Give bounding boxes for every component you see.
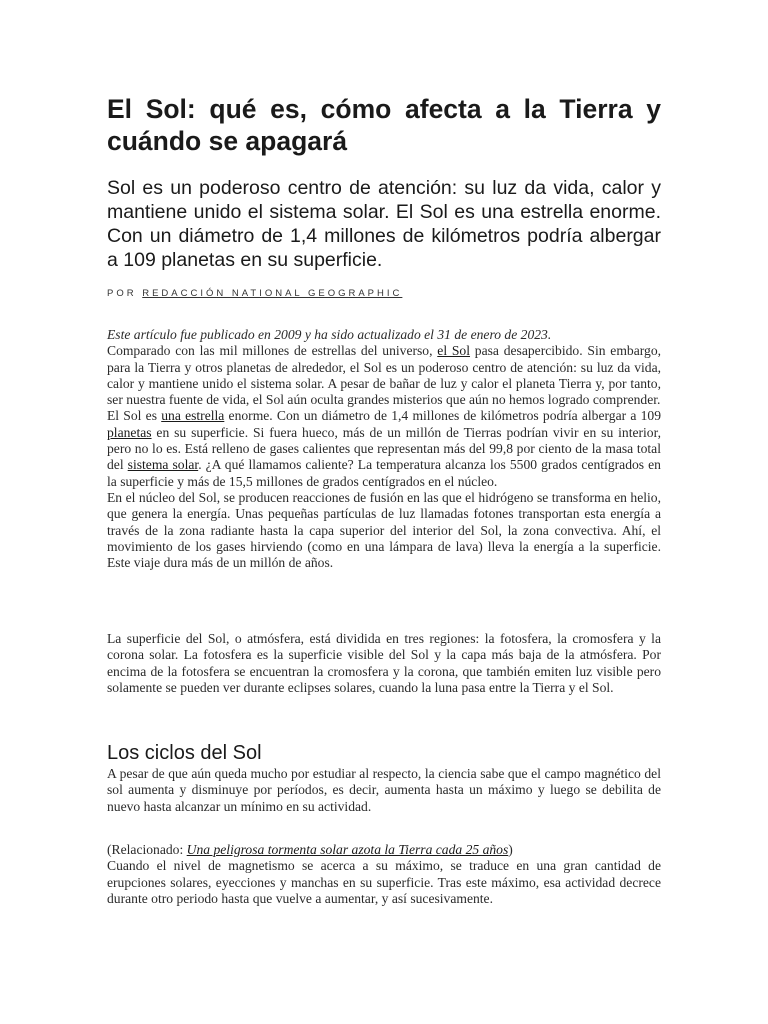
link-planetas[interactable]: planetas [107, 424, 152, 440]
related-article-link[interactable]: Una peligrosa tormenta solar azota la Tierra cada 25 años [186, 842, 509, 857]
byline [107, 288, 402, 299]
article-body-part4 [107, 842, 661, 907]
article-body-part1 [107, 327, 661, 571]
byline-prefix: POR [107, 288, 137, 299]
publication-note: Este artículo fue publicado en 2009 y ha sido actualizado el 31 de enero de 2023. [107, 327, 552, 342]
article-title: El Sol: qué es, cómo afecta a la Tierra y cuándo se apagará [107, 94, 661, 156]
article-body-part2 [107, 631, 661, 696]
section-heading-ciclos: Los ciclos del Sol [107, 742, 262, 764]
related-line: (Relacionado: Una peligrosa tormenta solar azota la Tierra cada 25 años) [107, 842, 513, 857]
link-el-sol[interactable]: el Sol [437, 343, 471, 359]
article-body-part3 [107, 766, 661, 815]
paragraph-4: La superficie del Sol, o atmósfera, está dividida en tres regiones: la fotosfera, la cromosfera y la corona solar. La fotosfera es la superficie visible del Sol y la capa más baja de la atmósfera. Por encima de la fotosfera se encuentran la cromosfera y la corona, que también emiten luz visible pero solamente se pueden ver durante eclipses solares, cuando la luna pasa entre la Tierra y el Sol. [107, 631, 661, 695]
paragraph-1: Comparado con las mil millones de estrellas del universo, el Sol pasa desapercibido. Sin embargo, para la Tierra y otros planetas de alrededor, el Sol es un poderoso centro de atención: su luz da vida, calor y mantiene unido el sistema solar. A pesar de bañar de luz y calor el planeta Tierra y, por tanto, ser nuestra fuente de vida, el Sol aún oculta grandes misterios que aún no hemos logrado comprender. [107, 343, 662, 408]
link-una-estrella[interactable]: una estrella [161, 408, 225, 424]
paragraph-3: En el núcleo del Sol, se producen reacciones de fusión en las que el hidrógeno se transforma en helio, que genera la energía. Unas pequeñas partículas de luz llamadas fotones transportan esta energía a través de la zona radiante hasta la capa superior del interior del Sol, la zona convectiva. Ahí, el movimiento de los gases hirviendo (como en una lámpara de lava) lleva la energía a la superficie. Este viaje dura más de un millón de años. [107, 489, 661, 571]
paragraph-2: El Sol es una estrella enorme. Con un diámetro de 1,4 millones de kilómetros podría albergar a 109 planetas en su superficie. Si fuera hueco, más de un millón de Tierras podrían vivir en su interior, pero no lo es. Está relleno de gases calientes que representan más del 99,8 por ciento de la masa total del sistema solar. ¿A qué llamamos caliente? La temperatura alcanza los 5500 grados centígrados en la superficie y más de 15,5 millones de grados centígrados en el núcleo. [107, 408, 662, 489]
link-sistema-solar[interactable]: sistema solar [127, 457, 199, 473]
paragraph-6: Cuando el nivel de magnetismo se acerca a su máximo, se traduce en una gran cantidad de erupciones solares, eyecciones y manchas en su superficie. Tras este máximo, esa actividad decrece durante otro periodo hasta que vuelve a aumentar, y así sucesivamente. [107, 858, 661, 906]
article-lede: Sol es un poderoso centro de atención: su luz da vida, calor y mantiene unido el sistema solar. El Sol es una estrella enorme. Con un diámetro de 1,4 millones de kilómetros podría albergar a 109 planetas en su superficie. [107, 177, 661, 271]
paragraph-5: A pesar de que aún queda mucho por estudiar al respecto, la ciencia sabe que el campo magnético del sol aumenta y disminuye por períodos, es decir, aumenta hasta un máximo y luego se debilita de nuevo hasta alcanzar un mínimo en su actividad. [107, 766, 661, 814]
byline-author-link[interactable]: REDACCIÓN NATIONAL GEOGRAPHIC [142, 288, 403, 299]
